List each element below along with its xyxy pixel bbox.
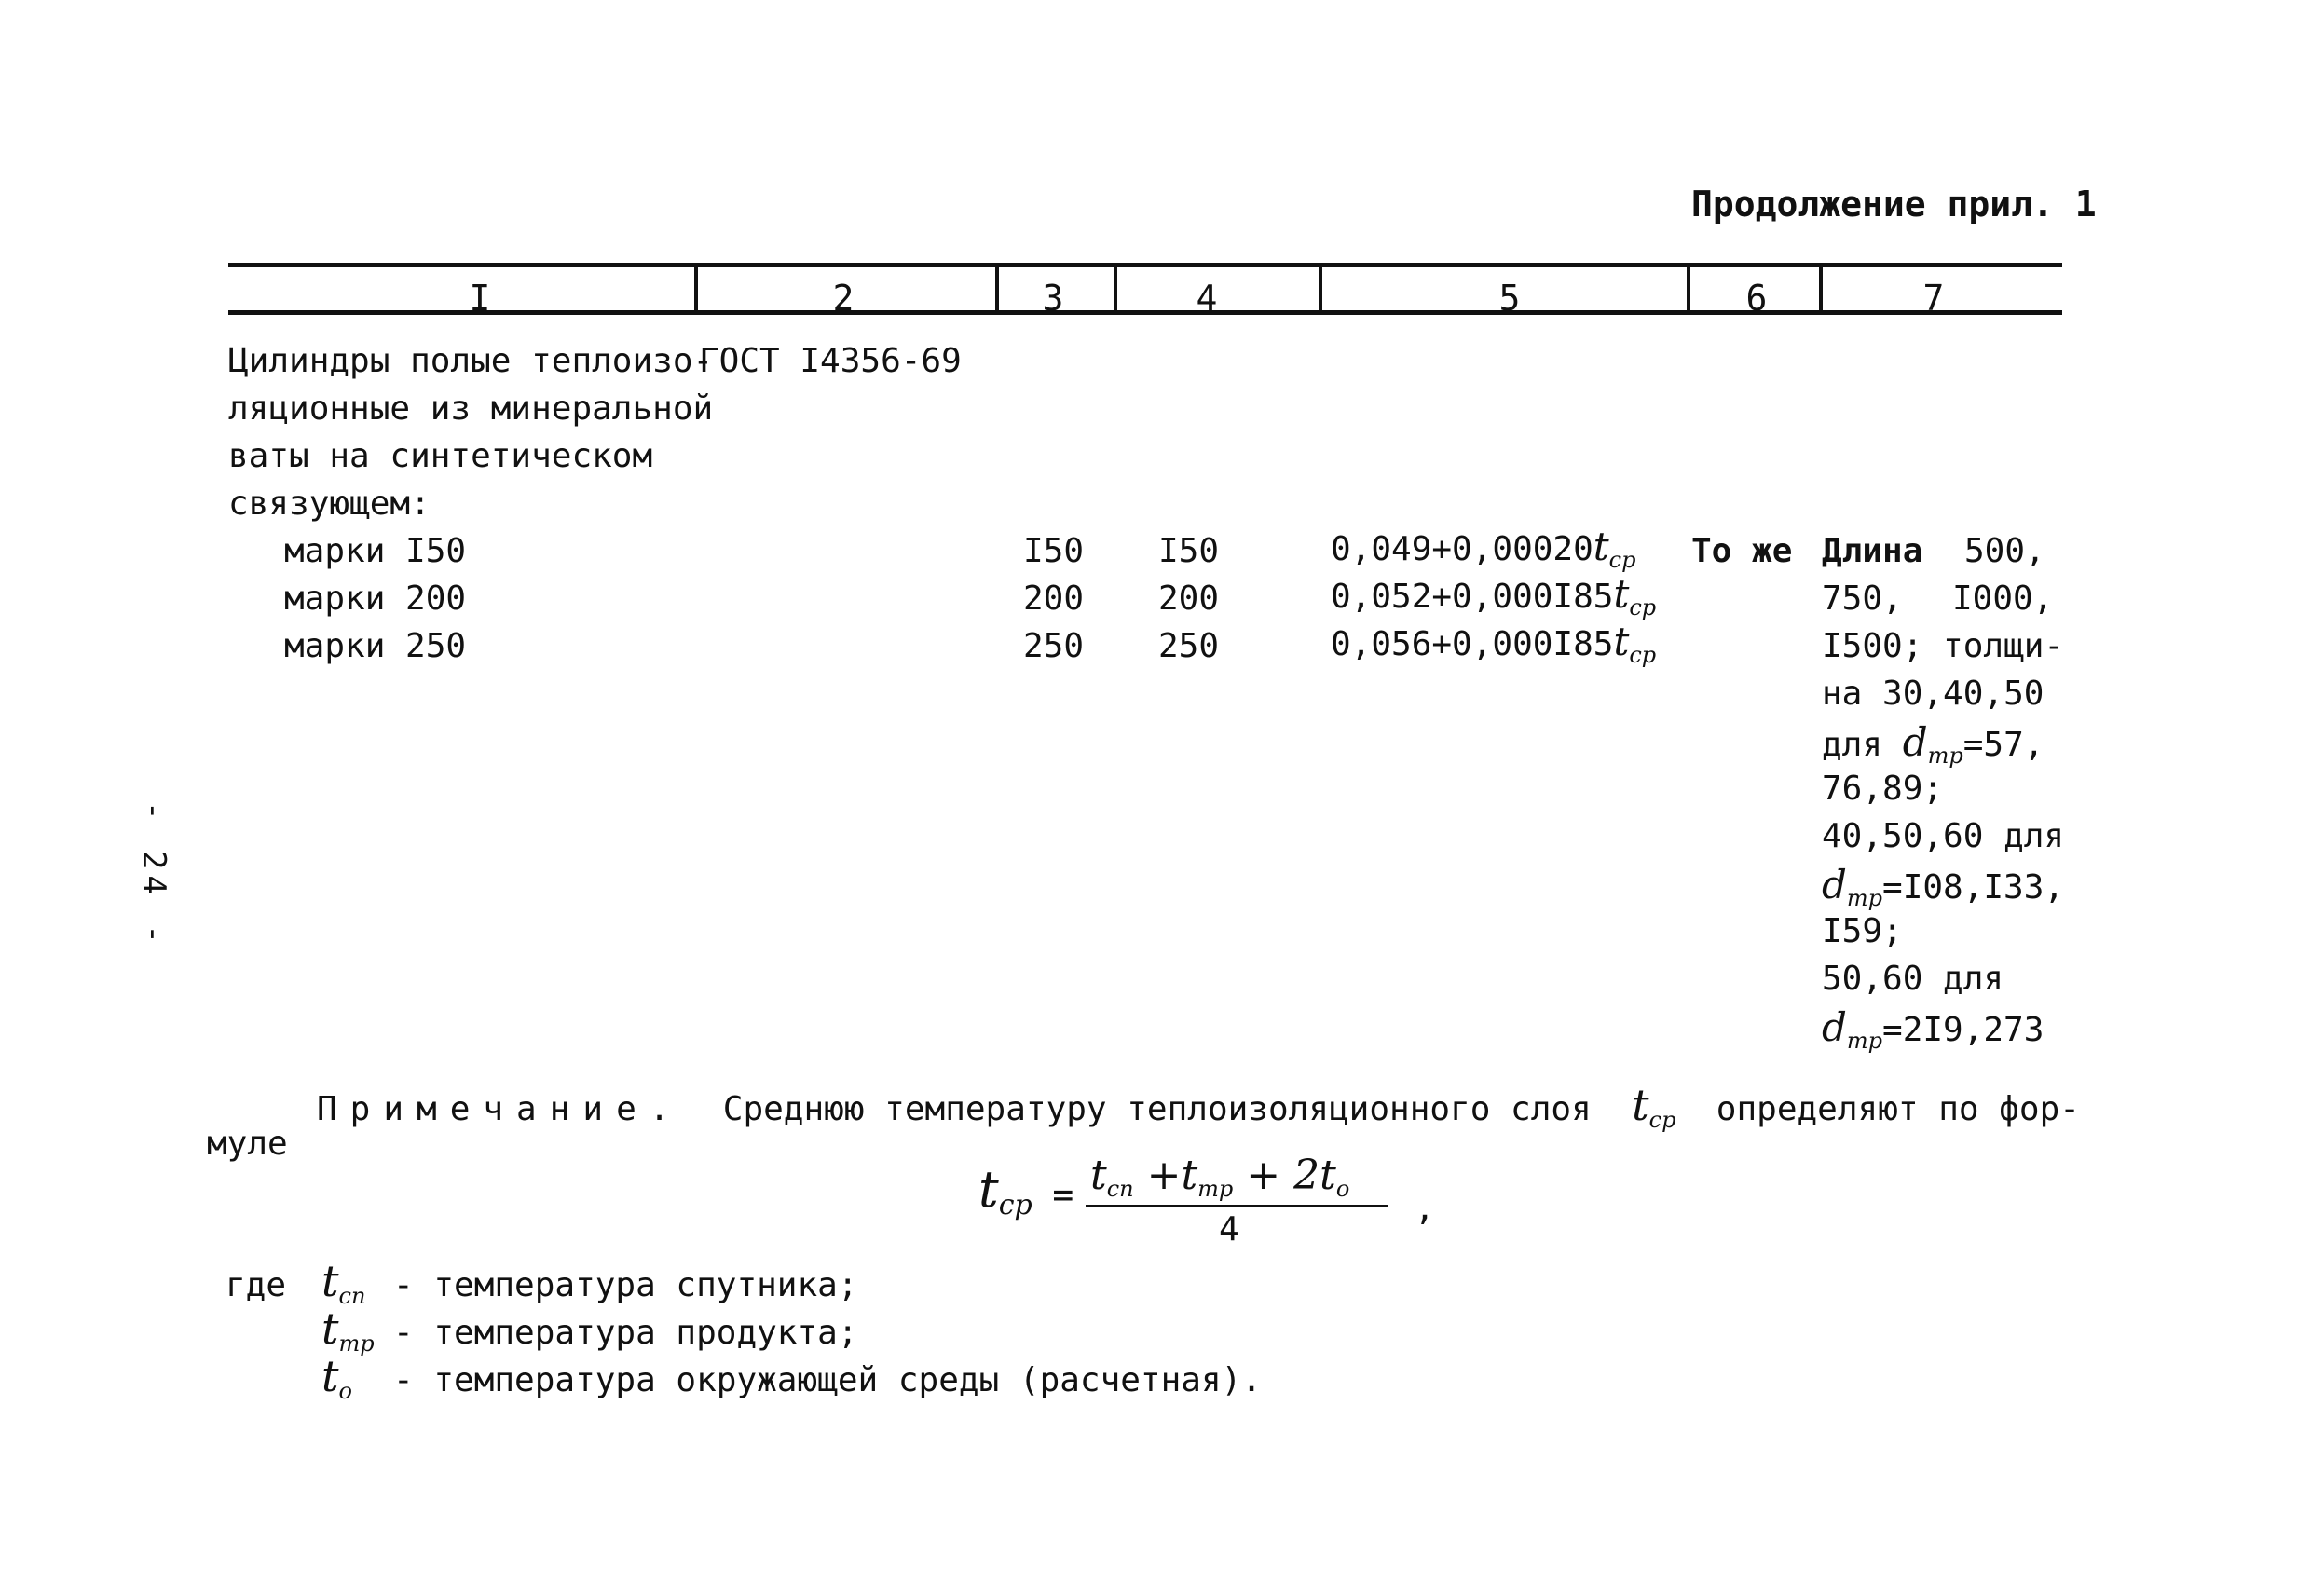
conductivity-formula: $0,052+0,000I85t_{ср}$ xyxy=(1331,571,1657,621)
column-divider xyxy=(694,265,698,311)
material-name-line: ляционные из минеральной xyxy=(228,389,714,428)
note-continuation: муле xyxy=(207,1125,288,1163)
dimensions-line: $d_{тр}=2I9,273$ xyxy=(1822,1004,2044,1054)
note-paragraph: Примечание. Среднюю температуру теплоизоляционного слоя $t_{ср}$ определяют по фор- xyxy=(317,1080,2080,1133)
dimensions-line: на 30,40,50 xyxy=(1822,675,2044,713)
dimensions-line: I500; толщи- xyxy=(1822,627,2065,665)
column-header-4: 4 xyxy=(1196,278,1218,319)
grade-name: марки 200 xyxy=(284,580,467,618)
dimensions-line: 40,50,60 для xyxy=(1822,817,2065,855)
material-name-line: связующем: xyxy=(228,484,431,523)
column-header-7: 7 xyxy=(1922,278,1945,319)
column-divider xyxy=(995,265,999,311)
column-divider xyxy=(1114,265,1117,311)
page-number: - 24 - xyxy=(135,801,172,949)
fraction-bar xyxy=(1086,1205,1388,1207)
formula-comma: , xyxy=(1415,1190,1435,1228)
table-top-rule xyxy=(228,263,2062,267)
same-as-above-cell: То же xyxy=(1691,532,1793,570)
column-header-3: 3 xyxy=(1042,278,1064,319)
legend-text: - температура продукта; xyxy=(393,1314,858,1352)
formula-lhs: $t_{ср}$ = xyxy=(978,1160,1074,1221)
legend-item: $t_{сп}$ xyxy=(321,1256,366,1309)
dimensions-line: $d_{тр}=I08,I33$, xyxy=(1822,862,2065,911)
conductivity-formula: $0,056+0,000I85t_{ср}$ xyxy=(1331,619,1657,668)
column-header-6: 6 xyxy=(1745,278,1768,319)
grade-col3-value: I50 xyxy=(1023,532,1085,570)
grade-col4-value: 250 xyxy=(1158,627,1220,665)
legend-where: где xyxy=(226,1266,287,1304)
formula-numerator: tсп +tтр + 2tо xyxy=(1090,1152,1350,1202)
grade-col3-value: 250 xyxy=(1023,627,1085,665)
continuation-header: Продолжение прил. 1 xyxy=(1691,184,2097,225)
legend-text: - температура окружающей среды (расчетная). xyxy=(393,1361,1262,1399)
dimensions-line: 50,60 для xyxy=(1822,960,2004,998)
dimensions-line: 500, xyxy=(1964,532,2045,570)
column-header-1: I xyxy=(469,278,491,319)
grade-name: марки 250 xyxy=(284,627,467,665)
legend-text: - температура спутника; xyxy=(393,1266,858,1304)
grade-name: марки I50 xyxy=(284,532,467,570)
grade-col4-value: I50 xyxy=(1158,532,1220,570)
grade-col3-value: 200 xyxy=(1023,580,1085,618)
material-name-line: Цилиндры полые теплоизо- xyxy=(228,342,714,380)
dimensions-line: 750, xyxy=(1822,580,1903,618)
column-header-5: 5 xyxy=(1498,278,1521,319)
dimensions-line: I59; xyxy=(1822,912,1903,950)
legend-item: $t_о$ xyxy=(321,1351,352,1404)
dimensions-line: для $d_{тр}=57$, xyxy=(1822,719,2044,769)
dimensions-line: Длина xyxy=(1822,532,1923,570)
column-divider xyxy=(1819,265,1823,311)
dimensions-line: I000, xyxy=(1952,580,2054,618)
formula-denominator: 4 xyxy=(1219,1210,1239,1248)
conductivity-formula: $0,049+0,00020t_{ср}$ xyxy=(1331,524,1636,573)
dimensions-line: 76,89; xyxy=(1822,770,1944,808)
column-divider xyxy=(1687,265,1690,311)
material-name-line: ваты на синтетическом xyxy=(228,437,653,475)
legend-item: $t_{тр}$ xyxy=(321,1303,375,1357)
column-header-2: 2 xyxy=(832,278,855,319)
grade-col4-value: 200 xyxy=(1158,580,1220,618)
note-label: Примечание. xyxy=(317,1090,683,1128)
column-divider xyxy=(1319,265,1322,311)
standard-cell: ГОСТ I4356-69 xyxy=(699,342,962,380)
